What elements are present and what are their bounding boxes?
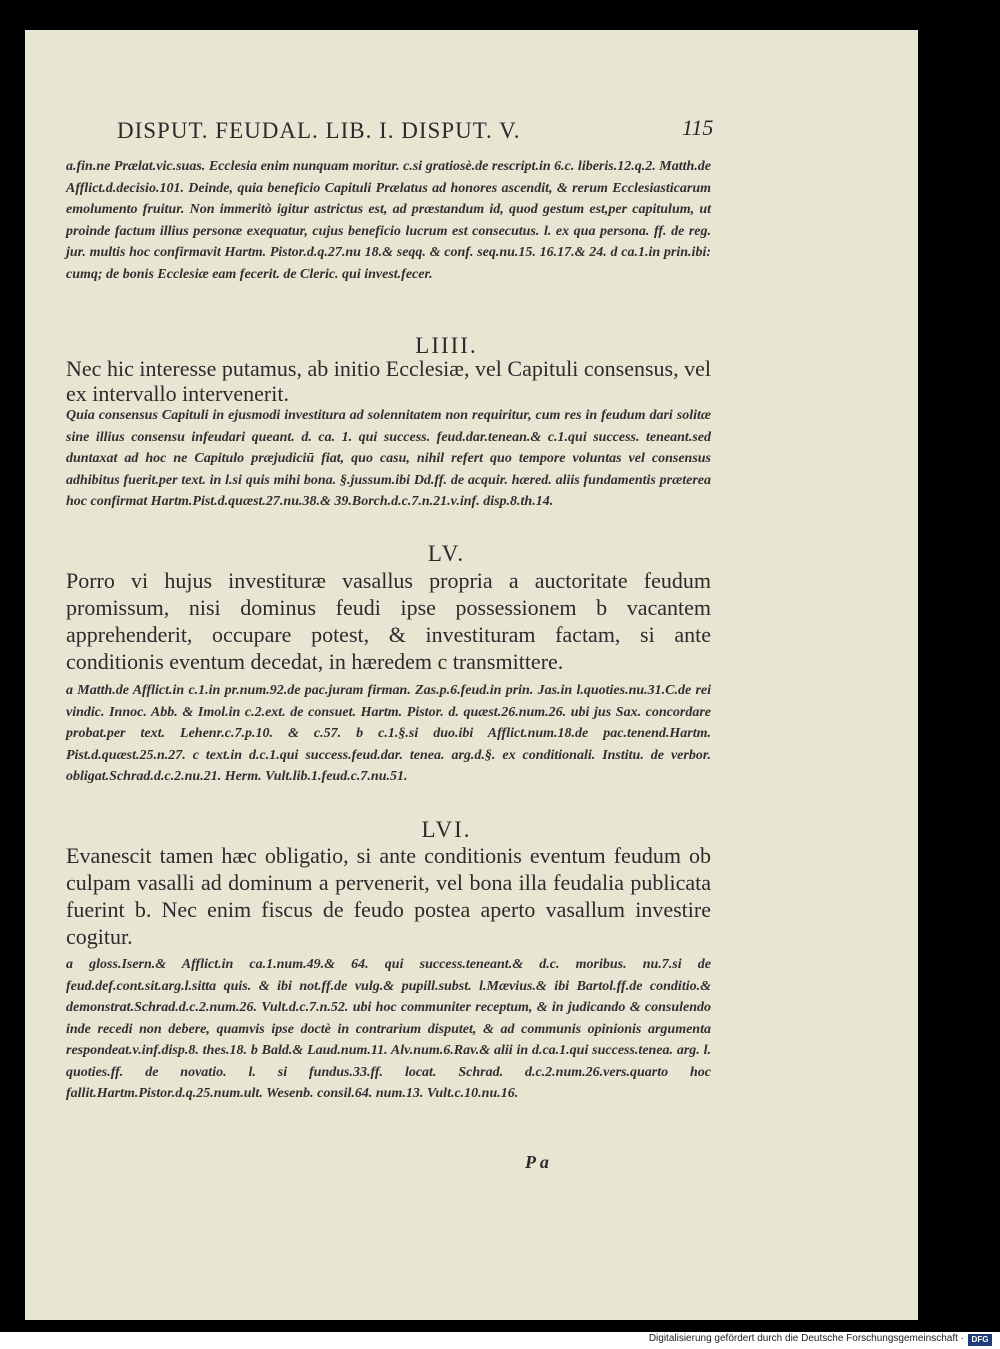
running-title: DISPUT. FEUDAL. LIB. I. DISPUT. V. — [117, 118, 521, 143]
folio-number: 115 — [682, 115, 714, 140]
section-text-54: Nec hic interesse putamus, ab initio Ecclesiæ, vel Capituli consensus, vel ex intervallo intervenerit. — [66, 356, 711, 406]
section-number-55: LV. — [427, 541, 466, 566]
section-number-56: LVI. — [421, 817, 472, 842]
footnote-block-54: Quia consensus Capituli in ejusmodi investitura ad solennitatem non requiritur, cum res in feudum dari solitæ sine illius consensu infeudari queant. d. ca. 1. qui success. feud.dar.tenean.& c.1.qui success. teneant.sed duntaxat ad hoc ne Capitulo præjudiciū fiat, quo casu, nihil refert quo tempore voluntas vel consensus adhibitus fuerit.per text. in l.si quis mihi bona. §.jussum.ibi Dd.ff. de acquir. hæred. aliis fundamentis præterea hoc confirmat Hartm.Pist.d.quæst.27.nu.38.& 39.Borch.d.c.7.n.21.v.inf. disp.8.th.14. — [66, 408, 711, 509]
footer-credit: Digitalisierung gefördert durch die Deutsche Forschungsgemeinschaft · — [648, 1333, 964, 1344]
footnote-block-56: a gloss.Isern.& Afflict.in ca.1.num.49.& 64. qui success.teneant.& d.c. moribus. nu.7.si de feud.def.cont.sit.arg.l.sitta quis. & ibi not.ff.de vulg.& pupill.subst. l.Mævius.& ibi Bartol.ff.de conditio.& demonstrat.Schrad.d.c.2.num.26. Vult.d.c.7.n.52. ubi hoc communiter receptum, & in judicando & consulendo inde recedi non debere, quamvis ipse doctè in contrarium disputet, & ad communis opinionis argumenta respondeat.v.inf.disp.8. thes.18. b Bald.& Laud.num.11. Alv.num.6.Rav.& alii in d.ca.1.qui success.tenea. arg. l. quoties.ff. de novatio. l. si fundus.33.ff. locat. Schrad. d.c.2.num.26.vers.quarto hoc fallit.Hartm.Pistor.d.q.25.num.ult. Wesenb. consil.64. num.13. Vult.c.10.nu.16. — [66, 957, 711, 1101]
section-text-56: Evanescit tamen hæc obligatio, si ante conditionis eventum feudum ob culpam vasalli ad dominum a pervenerit, vel bona illa feudalia publicata fuerint b. Nec enim fiscus de feudo postea aperto vasallum investire cogitur. — [66, 843, 711, 949]
section-number-54: LIIII. — [415, 333, 478, 358]
section-text-55: Porro vi hujus investituræ vasallus propria a auctoritate feudum promissum, nisi dominus feudi ipse possessionem b vacantem apprehenderit, occupare potest, & investituram factam, si ante conditionis eventum decedat, in hæredem c transmittere. — [66, 568, 711, 674]
dfg-logo: DFG — [968, 1334, 992, 1346]
footnote-block-top: a.fin.ne Prælat.vic.suas. Ecclesia enim nunquam moritur. c.si gratiosè.de rescript.in 6.c. liberis.12.q.2. Matth.de Afflict.d.decisio.101. Deinde, quia beneficio Capituli Prælatus ad honores ascendit, & rerum Ecclesiasticarum emolumento fruitur. Non immeritò igitur astrictus est, ad præstandum id, quod gestum est,per capitulum, ut proinde factum illius personæ exequatur, cujus beneficio lucrum est consecutus. l. ex qua persona. ff. de reg. jur. multis hoc confirmavit Hartm. Pistor.d.q.27.nu 18.& seqq. & conf. seq.nu.15. 16.17.& 24. d ca.1.in prin.ibi: cumq; de bonis Ecclesiæ eam fecerit. de Cleric. qui invest.fecer. — [66, 159, 711, 282]
catchword: P a — [525, 1152, 549, 1172]
footnote-block-55: a Matth.de Afflict.in c.1.in pr.num.92.de pac.juram firman. Zas.p.6.feud.in prin. Jas.in l.quoties.nu.31.C.de rei vindic. Innoc. Abb. & Imol.in c.2.ext. de consuet. Hartm. Pistor. d. quæst.26.num.26. ubi jus Sax. concordare probat.per text. Lehenr.c.7.p.10. & c.57. b c.1.§.si duo.ibi Afflict.num.18.de pac.tenend.Hartm. Pist.d.quæst.25.n.27. c text.in d.c.1.qui success.feud.dar. tenea. arg.d.§. ex conditionali. Institu. de verbor. obligat.Schrad.d.c.2.nu.21. Herm. Vult.lib.1.feud.c.7.nu.51. — [66, 683, 711, 784]
